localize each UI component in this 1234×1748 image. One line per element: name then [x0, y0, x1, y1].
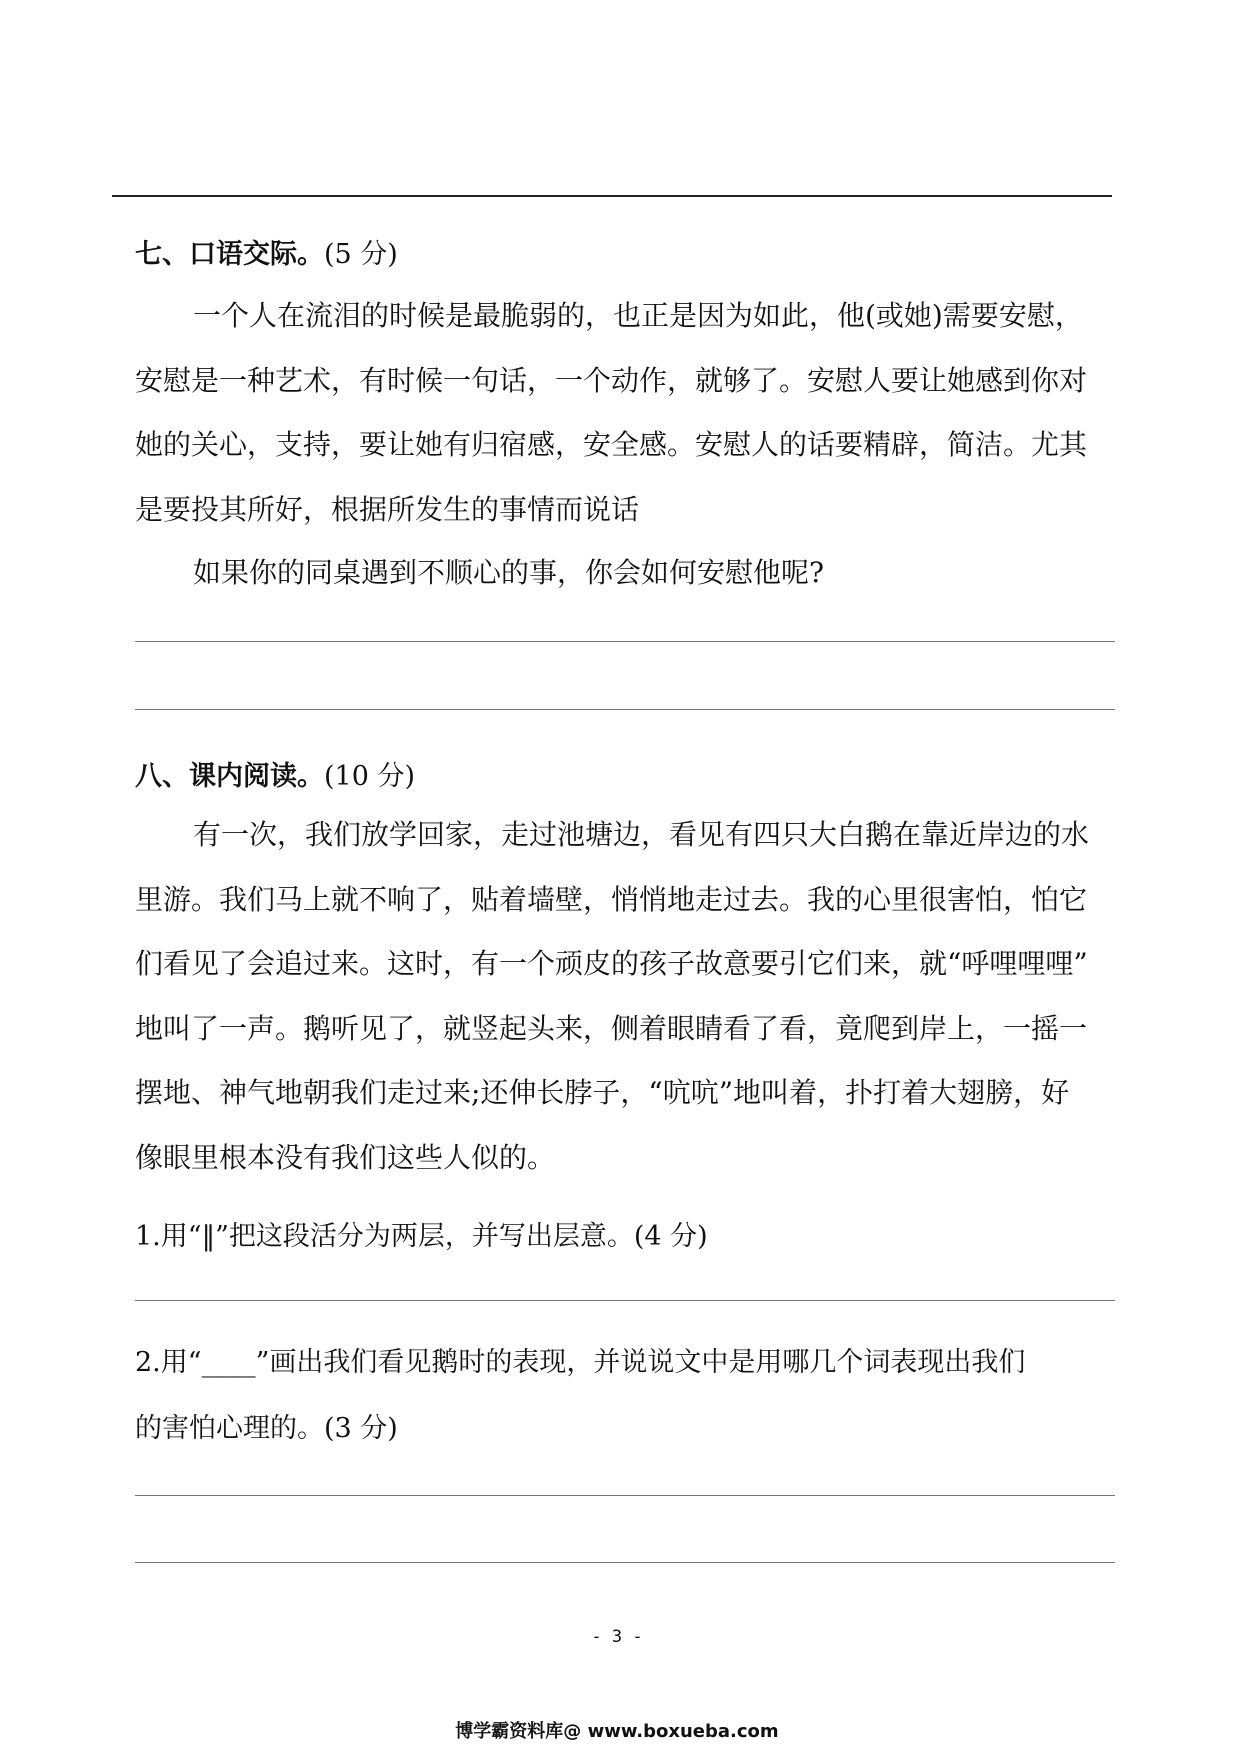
section-7-heading: [135, 232, 398, 271]
passage-line: 一个人在流泪的时候是最脆弱的，也正是因为如此，他(或她)需要安慰，: [193, 299, 1083, 332]
question-1: 1.用“‖”把这段活分为两层，并写出层意。(4 分): [135, 1221, 708, 1252]
passage-line: 地叫了一声。鹅听见了，就竖起头来，侧着眼睛看了看，竟爬到岸上，一摇一: [135, 1011, 1088, 1045]
section-8-heading: [135, 754, 415, 793]
passage-line: 安慰是一种艺术，有时候一句话，一个动作，就够了。安慰人要让她感到你对: [135, 363, 1088, 397]
question-2-line-2: 的害怕心理的。(3 分): [135, 1413, 398, 1444]
section-7-question: [135, 541, 1120, 606]
answer-line[interactable]: [135, 709, 1115, 710]
section-8-title: 八、课内阅读。: [135, 761, 324, 792]
question-text: 如果你的同桌遇到不顺心的事，你会如何安慰他呢?: [193, 556, 825, 589]
top-rule: [112, 195, 1112, 197]
passage-line: 摆地、神气地朝我们走过来;还伸长脖子，“吭吭”地叫着，扑打着大翅膀，好: [135, 1076, 1070, 1109]
passage-line: 像眼里根本没有我们这些人似的。: [135, 1140, 556, 1174]
answer-line[interactable]: [135, 1300, 1115, 1301]
passage-line: 有一次，我们放学回家，走过池塘边，看见有四只大白鹅在靠近岸边的水: [193, 818, 1090, 851]
passage-line: 她的关心，支持，要让她有归宿感，安全感。安慰人的话要精辟，简洁。尤其: [135, 428, 1088, 461]
section-8-passage: [135, 803, 1120, 1190]
section-7-passage: [135, 284, 1120, 542]
question-2-line-1: 2.用“____”画出我们看见鹅时的表现，并说说文中是用哪几个词表现出我们: [135, 1347, 1026, 1378]
section-7-title: 七、口语交际。: [135, 239, 324, 270]
page-number: - 3 -: [591, 1627, 643, 1647]
section-8-score: (10 分): [324, 761, 416, 792]
passage-line: 是要投其所好，根据所发生的事情而说话: [135, 492, 640, 526]
answer-line[interactable]: [135, 641, 1115, 642]
footer-watermark: 博学霸资料库@ www.boxueba.com: [455, 1721, 779, 1742]
passage-line: 们看见了会追过来。这时，有一个顽皮的孩子故意要引它们来，就“呼哩哩哩”: [135, 947, 1088, 980]
passage-line: 里游。我们马上就不响了，贴着墙壁，悄悄地走过去。我的心里很害怕，怕它: [135, 882, 1088, 916]
answer-line[interactable]: [135, 1495, 1115, 1496]
section-7-score: (5 分): [324, 239, 398, 270]
answer-line[interactable]: [135, 1562, 1115, 1563]
